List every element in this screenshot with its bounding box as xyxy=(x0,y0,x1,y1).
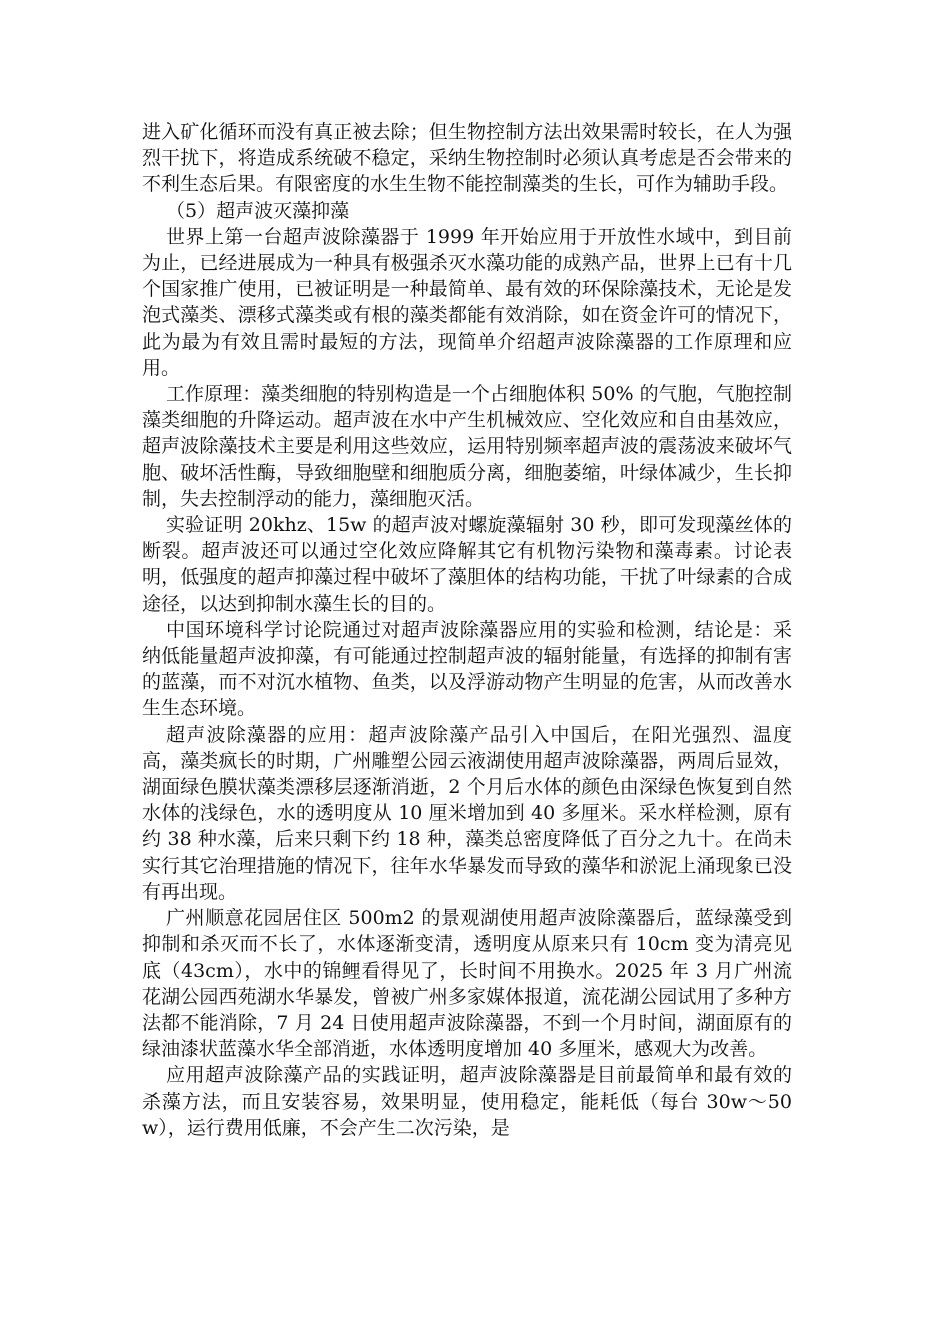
paragraph-shunyi-garden: 广州顺意花园居住区 500m2 的景观湖使用超声波除藻器后，蓝绿藻受到抑制和杀灭而不长了，水体逐渐变清，透明度从原来只有 10cm 变为清亮见底（43cm），水中的锦鲤看得见了，长时间不用换水。2025 年 3 月广州流花湖公园西苑湖水华暴发，曾被广州多家媒体报道，流花湖公园试用了多种方法都不能消除，7 月 24 日使用超声波除藻器，不到一个月时间，湖面原有的绿油漆状蓝藻水华全部消逝，水体透明度增加 40 多厘米，感观大为改善。 xyxy=(142,907,792,1061)
paragraph-application: 超声波除藻器的应用：超声波除藻产品引入中国后，在阳光强烈、温度高，藻类疯长的时期，广州雕塑公园云液湖使用超声波除藻器，两周后显效，湖面绿色膜状藻类漂移层逐渐消逝，2 个月后水体的颜色由深绿色恢复到自然水体的浅绿色，水的透明度从 10 厘米增加到 40 多厘米。采水样检测，原有约 38 种水藻，后来只剩下约 18 种，藻类总密度降低了百分之九十。在尚未实行其它治理措施的情况下，往年水华暴发而导致的藻华和淤泥上涌现象已没有再出现。 xyxy=(142,723,792,903)
paragraph-biological-control: 进入矿化循环而没有真正被去除；但生物控制方法出效果需时较长，在人为强烈干扰下，将造成系统破不稳定，采纳生物控制时必须认真考虑是否会带来的不利生态后果。有限密度的水生生物不能控制藻类的生长，可作为辅助手段。 xyxy=(142,121,792,196)
paragraph-ultrasonic-intro: 世界上第一台超声波除藻器于 1999 年开始应用于开放性水域中，到目前为止，已经进展成为一种具有极强杀灭水藻功能的成熟产品，世界上已有十几个国家推广使用，已被证明是一种最简单、最有效的环保除藻技术，无论是发泡式藻类、漂移式藻类或有根的藻类都能有效消除，如在资金许可的情况下，此为最为有效且需时最短的方法，现简单介绍超声波除藻器的工作原理和应用。 xyxy=(142,225,792,379)
section-heading-ultrasonic: （5）超声波灭藻抑藻 xyxy=(166,199,350,222)
paragraph-working-principle: 工作原理：藻类细胞的特别构造是一个占细胞体积 50% 的气胞，气胞控制藻类细胞的升降运动。超声波在水中产生机械效应、空化效应和自由基效应，超声波除藻技术主要是利用这些效应，运用特别频率超声波的震荡波来破坏气胞、破坏活性酶，导致细胞壁和细胞质分离，细胞萎缩，叶绿体减少，生长抑制，失去控制浮动的能力，藻细胞灭活。 xyxy=(142,383,792,510)
paragraph-practice-proof: 应用超声波除藻产品的实践证明，超声波除藻器是目前最简单和最有效的杀藻方法，而且安装容易，效果明显，使用稳定，能耗低（每台 30w～50w），运行费用低廉，不会产生二次污染，是 xyxy=(142,1064,792,1139)
paragraph-research-institute: 中国环境科学讨论院通过对超声波除藻器应用的实验和检测，结论是：采纳低能量超声波抑藻，有可能通过控制超声波的辐射能量，有选择的抑制有害的蓝藻，而不对沉水植物、鱼类，以及浮游动物产生明显的危害，从而改善水生生态环境。 xyxy=(142,618,792,720)
document-page xyxy=(142,119,792,1141)
paragraph-experiment: 实验证明 20khz、15w 的超声波对螺旋藻辐射 30 秒，即可发现藻丝体的断裂。超声波还可以通过空化效应降解其它有机物污染物和藻毒素。讨论表明，低强度的超声抑藻过程中破坏了藻胆体的结构功能，干扰了叶绿素的合成途径，以达到抑制水藻生长的目的。 xyxy=(142,514,792,615)
